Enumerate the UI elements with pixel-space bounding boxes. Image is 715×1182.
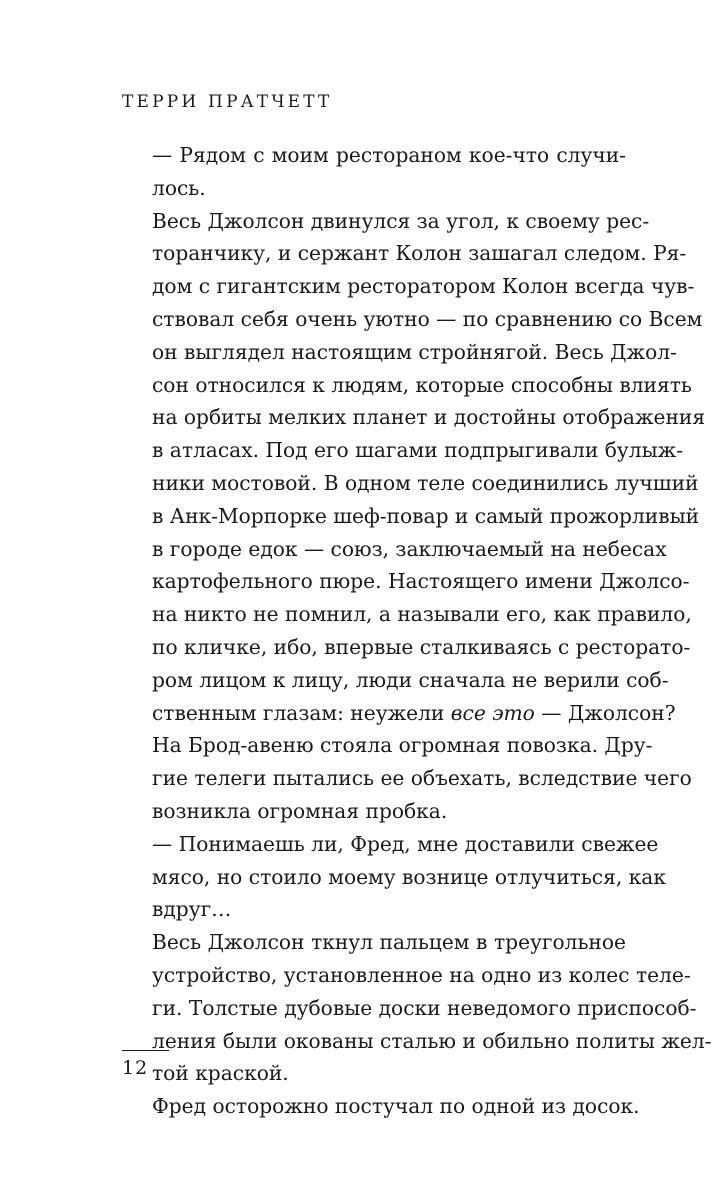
paragraph-5 [122, 926, 712, 1090]
text-line: Фред осторожно постучал по одной из досок. [152, 1094, 640, 1119]
text-line: дом с гигантским ресторатором Колон всегда чув- [152, 274, 695, 299]
paragraph-2 [122, 205, 706, 730]
text-line [122, 697, 676, 730]
text-line: вдруг… [152, 897, 232, 922]
body-text [122, 139, 712, 1123]
text-segment: ственным глазам: неужели [152, 700, 451, 725]
text-line: ники мостовой. В одном теле соединились лучший [152, 470, 699, 495]
text-line: той краской. [152, 1061, 289, 1086]
paragraph-1 [122, 139, 626, 205]
page-number: 12 [122, 1057, 149, 1079]
text-line: в Анк-Морпорке шеф-повар и самый прожорливый [152, 503, 700, 528]
text-segment: — Джолсон? [534, 700, 676, 725]
footer-rule [122, 1050, 169, 1051]
paragraph-4 [122, 828, 666, 926]
text-line: Весь Джолсон двинулся за угол, к своему рес- [152, 208, 650, 233]
text-line: устройство, установленное на одно из колес теле- [152, 962, 691, 987]
text-line: по кличке, ибо, впервые сталкиваясь с ресторато- [152, 634, 691, 659]
text-line: в атласах. Под его шагами подпрыгивали булыж- [152, 438, 684, 463]
text-line: — Рядом с моим рестораном кое-что случи- [152, 143, 626, 167]
text-line: в городе едок — союз, заключаемый на небесах [152, 536, 667, 561]
text-line: ления были окованы сталью и обильно политы жел- [152, 1028, 712, 1053]
text-line: ствовал себя очень уютно — по сравнению со Всем [152, 306, 703, 331]
text-line: ги. Толстые дубовые доски неведомого приспособ- [152, 995, 697, 1020]
text-line: гие телеги пытались ее объехать, вследствие чего [152, 766, 692, 791]
running-head: ТЕРРИ ПРАТЧЕТТ [122, 92, 333, 112]
text-line: мясо, но стоило моему вознице отлучиться, как [152, 864, 666, 889]
text-line: лось. [152, 175, 206, 200]
text-line: торанчику, и сержант Колон зашагал следом. Ря- [152, 241, 687, 266]
italic-phrase: все это [450, 700, 535, 725]
text-line: ром лицом к лицу, люди сначала не верили соб- [152, 667, 669, 692]
text-line: он выглядел настоящим стройнягой. Весь Джол- [152, 339, 677, 364]
text-line: картофельного пюре. Настоящего имени Джолсо- [152, 569, 690, 594]
text-line: на орбиты мелких планет и достойны отображения [152, 405, 706, 430]
paragraph-6 [122, 1090, 640, 1123]
text-line: возникла огромная пробка. [152, 798, 448, 823]
paragraph-3 [122, 729, 692, 827]
text-line: — Понимаешь ли, Фред, мне доставили свежее [152, 831, 659, 856]
text-line: Весь Джолсон ткнул пальцем в треугольное [152, 930, 626, 955]
text-line: На Брод-авеню стояла огромная повозка. Дру- [152, 733, 653, 758]
text-line: на никто не помнил, а называли его, как правило, [152, 602, 692, 627]
text-line: сон относился к людям, которые способны влиять [152, 372, 692, 397]
